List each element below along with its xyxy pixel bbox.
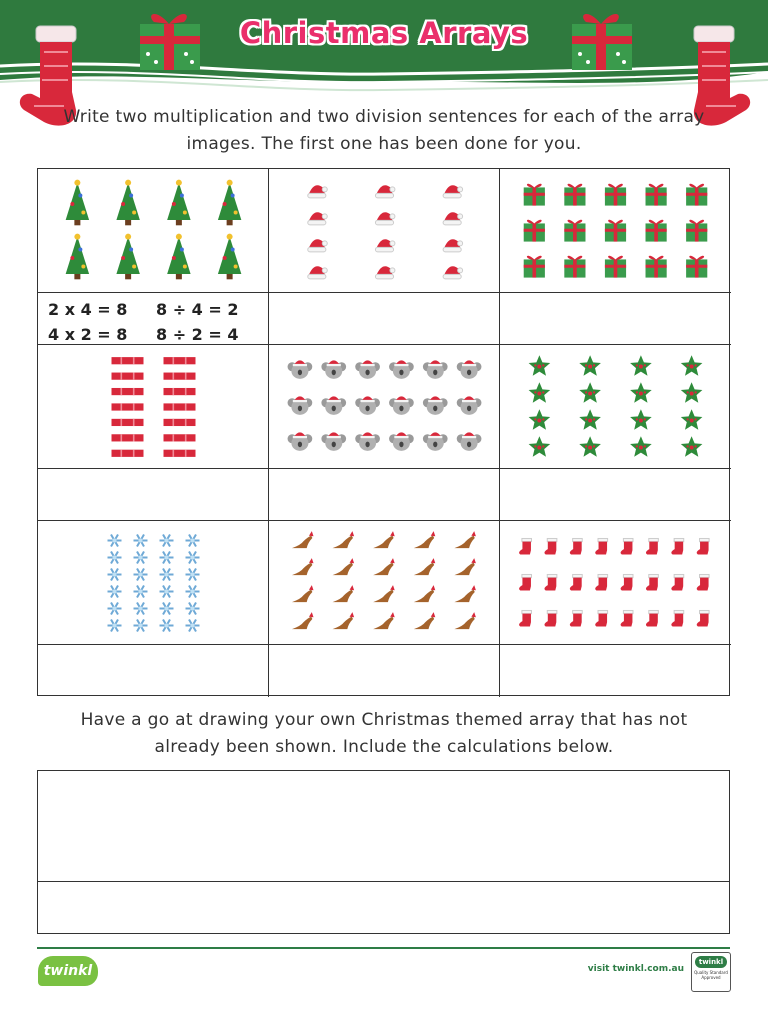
christmas-tree-icon — [167, 234, 190, 280]
present-icon — [564, 220, 585, 242]
answer-box[interactable] — [38, 293, 269, 345]
koala-icon — [389, 396, 414, 414]
star-icon — [681, 355, 703, 376]
snowflake-icon — [108, 568, 122, 580]
present-icon — [686, 220, 707, 242]
stocking-array — [500, 521, 731, 645]
present-icon — [646, 184, 667, 206]
kangaroo-icon — [454, 531, 476, 548]
cracker-icon — [164, 434, 196, 441]
snowflake-icon — [160, 551, 174, 563]
stocking-icon — [519, 610, 531, 626]
star-icon — [529, 436, 551, 457]
visit-link[interactable]: visit twinkl.com.au — [587, 964, 684, 974]
santa-hat-icon — [308, 185, 328, 198]
present-icon — [566, 4, 638, 74]
snowflake-array — [38, 521, 269, 645]
snowflake-icon — [108, 619, 122, 631]
present-icon — [605, 184, 626, 206]
koala-icon — [423, 432, 448, 450]
koala-icon — [457, 396, 482, 414]
santa-hat-icon — [308, 239, 328, 252]
present-icon — [524, 220, 545, 242]
star-icon — [579, 409, 601, 430]
snowflake-icon — [134, 568, 148, 580]
koala-icon — [389, 360, 414, 378]
present-icon — [564, 184, 585, 206]
koala-icon — [288, 396, 313, 414]
cracker-icon — [112, 434, 144, 441]
star-icon — [630, 382, 652, 403]
snowflake-icon — [108, 534, 122, 546]
present-icon — [646, 220, 667, 242]
cracker-icon — [112, 450, 144, 457]
answer-box[interactable] — [500, 293, 731, 345]
stocking-icon — [519, 538, 531, 554]
stocking-icon — [671, 610, 683, 626]
star-icon — [579, 355, 601, 376]
answer-box[interactable] — [269, 293, 500, 345]
present-icon — [686, 256, 707, 278]
snowflake-icon — [186, 619, 200, 631]
stocking-icon — [570, 610, 582, 626]
snowflake-icon — [186, 602, 200, 614]
present-icon — [605, 256, 626, 278]
star-icon — [579, 436, 601, 457]
santa-hat-array — [269, 169, 500, 293]
star-icon — [681, 409, 703, 430]
snowflake-icon — [186, 568, 200, 580]
christmas-tree-icon — [116, 180, 139, 226]
kangaroo-icon — [292, 558, 314, 575]
christmas-tree-icon — [218, 180, 241, 226]
snowflake-icon — [160, 585, 174, 597]
stocking-icon — [544, 610, 556, 626]
array-image-snowflake — [38, 521, 269, 645]
snowflake-icon — [108, 602, 122, 614]
snowflake-icon — [186, 551, 200, 563]
koala-icon — [288, 360, 313, 378]
christmas-tree-icon — [66, 180, 89, 226]
koala-icon — [355, 432, 380, 450]
koala-icon — [355, 360, 380, 378]
array-image-star — [500, 345, 731, 469]
kangaroo-icon — [454, 558, 476, 575]
koala-icon — [423, 360, 448, 378]
stocking-icon — [646, 610, 658, 626]
cracker-icon — [164, 403, 196, 410]
santa-hat-icon — [443, 212, 463, 225]
present-icon — [564, 256, 585, 278]
array-image-stocking — [500, 521, 731, 645]
kangaroo-icon — [414, 558, 436, 575]
santa-hat-icon — [375, 239, 395, 252]
koala-array — [269, 345, 500, 469]
stocking-icon — [595, 538, 607, 554]
array-image-christmas-tree — [38, 169, 269, 293]
answer-sentence: 2 x 4 = 8 — [48, 300, 128, 319]
kangaroo-icon — [373, 612, 395, 629]
santa-hat-icon — [375, 185, 395, 198]
answer-sentence: 4 x 2 = 8 — [48, 325, 128, 344]
koala-icon — [355, 396, 380, 414]
instructions-text: Write two multiplication and two division sentences for each of the array images. The first one has been done for you. — [63, 107, 705, 154]
answer-box[interactable] — [38, 469, 269, 521]
array-image-cracker — [38, 345, 269, 469]
santa-hat-icon — [443, 185, 463, 198]
answer-box[interactable] — [269, 645, 500, 697]
santa-hat-icon — [443, 239, 463, 252]
array-image-santa-hat — [269, 169, 500, 293]
array-image-present — [500, 169, 731, 293]
koala-icon — [321, 360, 346, 378]
star-icon — [630, 436, 652, 457]
kangaroo-icon — [333, 558, 355, 575]
present-icon — [134, 4, 206, 74]
stocking-icon — [646, 574, 658, 590]
badge-logo-text: twinkl — [695, 956, 727, 968]
present-icon — [524, 256, 545, 278]
star-icon — [529, 355, 551, 376]
header-background — [0, 0, 768, 100]
snowflake-icon — [186, 585, 200, 597]
present-icon — [646, 256, 667, 278]
present-icon — [686, 184, 707, 206]
snowflake-icon — [160, 568, 174, 580]
cracker-icon — [112, 419, 144, 426]
koala-icon — [389, 432, 414, 450]
kangaroo-icon — [292, 612, 314, 629]
christmas-tree-icon — [218, 234, 241, 280]
stocking-icon — [697, 610, 709, 626]
quality-badge — [691, 952, 731, 992]
stocking-icon — [697, 574, 709, 590]
snowflake-icon — [134, 619, 148, 631]
star-array — [500, 345, 731, 469]
answer-box[interactable] — [500, 645, 731, 697]
koala-icon — [457, 432, 482, 450]
kangaroo-icon — [454, 585, 476, 602]
stocking-icon — [595, 574, 607, 590]
stocking-icon — [621, 538, 633, 554]
christmas-tree-icon — [66, 234, 89, 280]
present-icon — [524, 184, 545, 206]
kangaroo-icon — [292, 531, 314, 548]
footer-divider — [37, 947, 730, 949]
kangaroo-icon — [373, 531, 395, 548]
kangaroo-icon — [373, 585, 395, 602]
cracker-icon — [164, 450, 196, 457]
present-array — [500, 169, 731, 293]
stocking-icon — [544, 538, 556, 554]
cracker-icon — [112, 388, 144, 395]
cracker-icon — [164, 419, 196, 426]
kangaroo-icon — [414, 531, 436, 548]
star-icon — [529, 409, 551, 430]
present-icon — [605, 220, 626, 242]
kangaroo-icon — [414, 585, 436, 602]
star-icon — [681, 382, 703, 403]
koala-icon — [288, 432, 313, 450]
stocking-icon — [671, 574, 683, 590]
christmas-tree-icon — [116, 234, 139, 280]
cracker-icon — [112, 373, 144, 380]
draw-prompt-text: Have a go at drawing your own Christmas themed array that has not already been shown. Include the calculations below. — [80, 710, 688, 757]
star-icon — [681, 436, 703, 457]
koala-icon — [457, 360, 482, 378]
santa-hat-icon — [308, 266, 328, 279]
answer-sentence: 8 ÷ 4 = 2 — [156, 300, 239, 319]
stocking-icon — [595, 610, 607, 626]
kangaroo-icon — [414, 612, 436, 629]
koala-icon — [423, 396, 448, 414]
stocking-icon — [621, 574, 633, 590]
cracker-icon — [112, 403, 144, 410]
santa-hat-icon — [375, 212, 395, 225]
snowflake-icon — [160, 602, 174, 614]
kangaroo-icon — [333, 531, 355, 548]
snowflake-icon — [134, 585, 148, 597]
cracker-icon — [164, 357, 196, 364]
snowflake-icon — [186, 534, 200, 546]
star-icon — [630, 355, 652, 376]
kangaroo-icon — [373, 558, 395, 575]
example-answer — [48, 297, 258, 347]
array-image-kangaroo — [269, 521, 500, 645]
kangaroo-icon — [454, 612, 476, 629]
cracker-array — [38, 345, 269, 469]
stocking-icon — [570, 538, 582, 554]
cracker-icon — [164, 388, 196, 395]
santa-hat-icon — [443, 266, 463, 279]
kangaroo-icon — [333, 585, 355, 602]
stocking-icon — [646, 538, 658, 554]
star-icon — [529, 382, 551, 403]
answer-box[interactable] — [269, 469, 500, 521]
stocking-icon — [570, 574, 582, 590]
cracker-icon — [112, 357, 144, 364]
snowflake-icon — [160, 534, 174, 546]
answer-box[interactable] — [500, 469, 731, 521]
drawing-area[interactable] — [38, 771, 729, 882]
answer-sentence: 8 ÷ 2 = 4 — [156, 325, 239, 344]
kangaroo-icon — [292, 585, 314, 602]
snowflake-icon — [134, 551, 148, 563]
page-title: Christmas Arrays — [239, 16, 529, 50]
snowflake-icon — [160, 619, 174, 631]
snowflake-icon — [134, 534, 148, 546]
array-image-koala — [269, 345, 500, 469]
star-icon — [579, 382, 601, 403]
santa-hat-icon — [375, 266, 395, 279]
stocking-icon — [544, 574, 556, 590]
stocking-icon — [671, 538, 683, 554]
snowflake-icon — [134, 602, 148, 614]
draw-your-own-box — [37, 770, 730, 934]
snowflake-icon — [108, 551, 122, 563]
snowflake-icon — [108, 585, 122, 597]
array-grid — [37, 168, 730, 696]
koala-icon — [321, 432, 346, 450]
header-banner — [0, 0, 768, 100]
twinkl-logo: twinkl — [38, 956, 98, 986]
koala-icon — [321, 396, 346, 414]
stocking-icon — [697, 538, 709, 554]
christmas-tree-array — [38, 169, 269, 293]
santa-hat-icon — [308, 212, 328, 225]
stocking-icon — [519, 574, 531, 590]
kangaroo-array — [269, 521, 500, 645]
answer-box[interactable] — [38, 645, 269, 697]
badge-caption: Quality Standard Approved — [694, 970, 728, 980]
christmas-tree-icon — [167, 180, 190, 226]
stocking-icon — [621, 610, 633, 626]
kangaroo-icon — [333, 612, 355, 629]
calculation-area[interactable] — [38, 882, 729, 933]
cracker-icon — [164, 373, 196, 380]
star-icon — [630, 409, 652, 430]
